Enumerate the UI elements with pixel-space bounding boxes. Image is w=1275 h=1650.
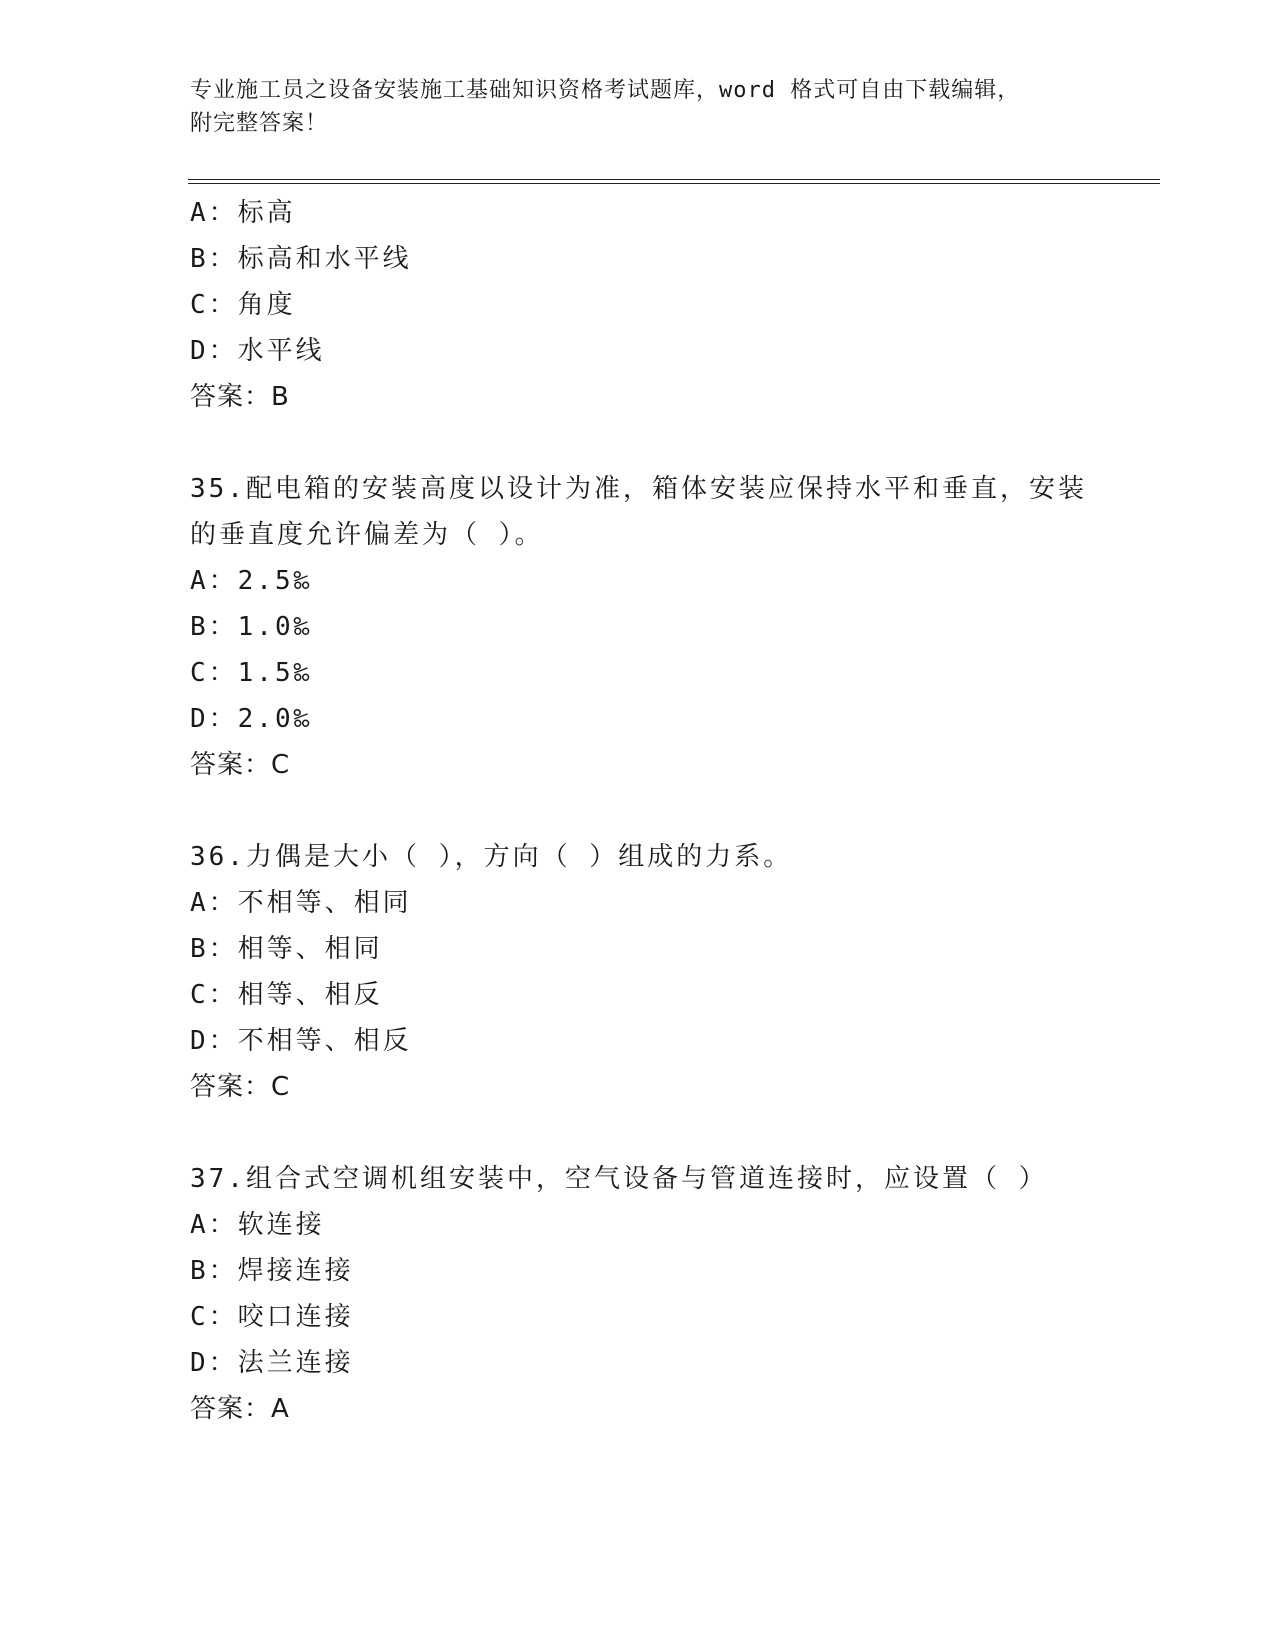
option-d: D：水平线 [190, 336, 325, 366]
header-divider-top [188, 179, 1160, 180]
spacer [190, 420, 1090, 466]
spacer [190, 1110, 1090, 1156]
option-a: A：不相等、相同 [190, 888, 412, 918]
option-b: B：标高和水平线 [190, 244, 412, 274]
question-stem-line-1: 36.力偶是大小（ ），方向（ ）组成的力系。 [190, 842, 793, 872]
option-a: A：标高 [190, 198, 296, 228]
option-a: A：软连接 [190, 1210, 325, 1240]
answer-line: 答案：B [190, 382, 290, 412]
question-stem-line-1: 35.配电箱的安装高度以设计为准，箱体安装应保持水平和垂直，安装 [190, 474, 1087, 504]
option-c: C：1.5‰ [190, 658, 313, 688]
option-c: C：咬口连接 [190, 1302, 354, 1332]
option-a: A：2.5‰ [190, 566, 313, 596]
header-line-1: 专业施工员之设备安装施工基础知识资格考试题库，word 格式可自由下载编辑， [190, 78, 1021, 103]
option-d: D：不相等、相反 [190, 1026, 412, 1056]
question-list [190, 190, 1090, 1432]
answer-line: 答案：A [190, 1394, 290, 1424]
answer-line: 答案：C [190, 1072, 291, 1102]
question-block-36 [190, 834, 1090, 1110]
question-block-35 [190, 466, 1090, 788]
option-c: C：相等、相反 [190, 980, 383, 1010]
question-block-37 [190, 1156, 1090, 1432]
header-divider-bottom [188, 183, 1160, 184]
spacer [190, 788, 1090, 834]
document-header [190, 74, 1090, 140]
answer-line: 答案：C [190, 750, 291, 780]
option-c: C：角度 [190, 290, 296, 320]
option-b: B：焊接连接 [190, 1256, 354, 1286]
option-b: B：1.0‰ [190, 612, 313, 642]
question-block-34 [190, 190, 1090, 420]
option-d: D：法兰连接 [190, 1348, 354, 1378]
question-stem-line-1: 37.组合式空调机组安装中，空气设备与管道连接时，应设置（ ） [190, 1164, 1048, 1194]
option-d: D：2.0‰ [190, 704, 313, 734]
option-b: B：相等、相同 [190, 934, 383, 964]
header-line-2: 附完整答案！ [190, 111, 329, 136]
question-stem-line-2: 的垂直度允许偏差为（ ）。 [190, 520, 544, 550]
